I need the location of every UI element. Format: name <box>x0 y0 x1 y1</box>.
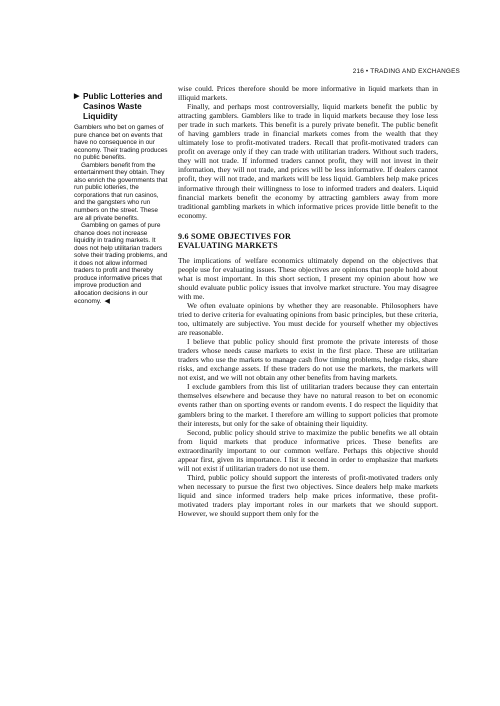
body-paragraph: I believe that public policy should first promote the private interests of those traders whose needs cause markets to exist in the first place. These are utilitarian traders who use the markets to manage cash flow timing problems, hedge risks, share risks, and exchange assets. If these traders do not use the markets, the markets will not exist, and we will not obtain any other benefits from having markets. <box>178 337 438 383</box>
body-paragraph: Third, public policy should support the interests of profit-motivated traders only when necessary to pursue the first two objectives. Since dealers help make markets liquid and since informed traders help make prices informative, these profit-motivated traders play important roles in our markets that we should support. However, we should support them only for the <box>178 472 438 519</box>
body-paragraph: The implications of welfare economics ultimately depend on the objectives that people use for evaluating issues. These objectives are opinions that people hold about what is most important. In this short section, I present my opinion about how we should evaluate public policy issues that involve market structure. You may disagree with me. <box>178 255 438 301</box>
sidebar-paragraph-last <box>74 222 168 305</box>
section-heading-line2: EVALUATING MARKETS <box>178 241 278 251</box>
sidebar-paragraph-text: Gambling on games of pure chance does not increase liquidity in trading markets. It does not help utilitarian traders solve their trading problems, and it does not allow informed traders to profit and thereby produce informative prices that improve production and allocation decisions in our economy. <box>74 222 168 305</box>
sidebar-paragraph: Gamblers who bet on games of pure chance bet on events that have no consequence in our economy. Their trading produces no public benefits. <box>74 124 168 162</box>
body-paragraph: wise could. Prices therefore should be more informative in liquid markets than in illiquid markets. <box>178 84 438 103</box>
running-head: 216 • TRADING AND EXCHANGES <box>352 68 460 75</box>
sidebar-paragraph: Gamblers benefit from the entertainment they obtain. They also enrich the governments that run public lotteries, the corporations that run casinos, and the gangsters who run numbers on the street. These are all private benefits. <box>74 161 168 222</box>
body-paragraph: Second, public policy should strive to maximize the public benefits we all obtain from liquid markets that produce informative prices. These benefits are extraordinarily important to our common welfare. Perhaps this objective should appear first, given its importance. I list it second in order to emphasize that markets will not exist if utilitarian traders do not use them. <box>178 427 438 473</box>
main-text-column <box>178 84 438 518</box>
body-paragraph: We often evaluate opinions by whether they are reasonable. Philosophers have tried to derive criteria for evaluating opinions from basic principles, but these criteria, too, ultimately are subjective. You must decide for yourself whether my objectives are reasonable. <box>178 300 438 338</box>
sidebar-title <box>74 91 168 121</box>
body-paragraph: I exclude gamblers from this list of utilitarian traders because they can entertain themselves elsewhere and because they have no natural reason to bet on economic events rather than on sporting events or random events. I do respect the liquidity that gamblers bring to the market. I therefore am willing to support policies that promote their interests, but only for the sake of obtaining their liquidity. <box>178 382 438 428</box>
sidebar-title-line1: Public Lotteries and <box>83 91 163 101</box>
sidebar-box <box>74 91 168 305</box>
triangle-marker-icon: ▶ <box>74 93 80 100</box>
section-heading-line1: 9.6 SOME OBJECTIVES FOR <box>178 231 291 241</box>
end-triangle-icon: ◀ <box>104 297 110 305</box>
section-heading <box>178 232 438 251</box>
body-paragraph: Finally, and perhaps most controversially, liquid markets benefit the public by attracting gamblers. Gamblers like to trade in liquid markets because they lose less per trade in such markets. This benefit is a purely private benefit. The public benefit of having gamblers trade in financial markets comes from the wealth that they ultimately lose to profit-motivated traders. Recall that profit-motivated traders can profit on average only if they can trade with utilitarian traders. Without such traders, they will not trade. If informed traders cannot profit, they will not invest in their information, they will not trade, and prices will be less informative. If dealers cannot profit, they will not trade, and markets will be less liquid. Gamblers help make prices informative through their willingness to lose to informed traders and dealers. Liquid financial markets benefit the economy by attracting gamblers away from more traditional gambling markets in which informative prices provide little benefit to the economy. <box>178 102 438 220</box>
sidebar-title-line2: Casinos Waste Liquidity <box>83 101 142 121</box>
